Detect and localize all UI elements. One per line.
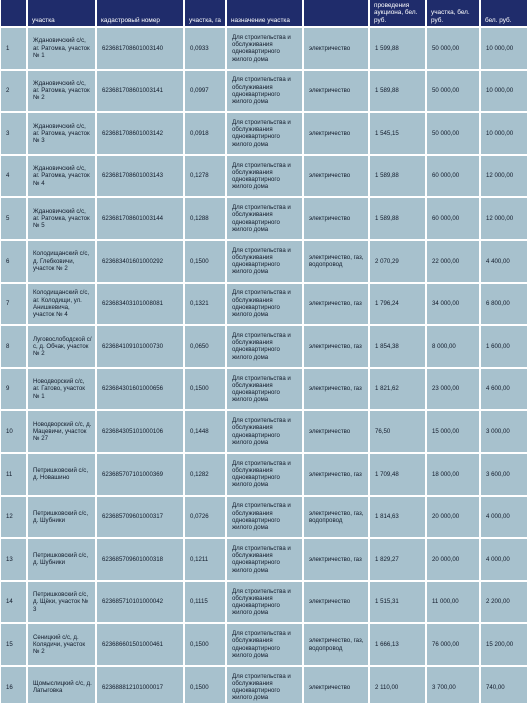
cell-auction-cost: 1 709,48 <box>370 454 425 495</box>
cell-lot-number: 1 <box>1 28 26 69</box>
cell-start-price: 76 000,00 <box>427 624 479 665</box>
cell-purpose: Для строительства и обслуживания одноквартирного жилого дома <box>227 624 302 665</box>
cell-cadastral-number: 623684305101000106 <box>97 411 183 452</box>
cell-cadastral-number: 623681708601003141 <box>97 71 183 112</box>
cell-area: 0,0997 <box>185 71 225 112</box>
cell-area: 0,1288 <box>185 198 225 239</box>
cell-area: 0,1321 <box>185 284 225 325</box>
cell-deposit: 10 000,00 <box>481 113 527 154</box>
cell-area: 0,1282 <box>185 454 225 495</box>
cell-start-price: 50 000,00 <box>427 113 479 154</box>
cell-lot-number: 9 <box>1 369 26 410</box>
header-row <box>1 0 527 26</box>
cell-start-price: 20 000,00 <box>427 497 479 538</box>
header-auction-cost: проведения аукциона, бел. руб. <box>370 0 425 26</box>
cell-address: Ждановичский с/с, аг. Ратомка, участок № 5 <box>28 198 95 239</box>
cell-engineering: электричество <box>304 28 368 69</box>
header-lot-number <box>1 0 26 26</box>
cell-address: Петришковский с/с, д. Шубники <box>28 539 95 580</box>
cell-start-price: 50 000,00 <box>427 71 479 112</box>
cell-cadastral-number: 623686601501000461 <box>97 624 183 665</box>
header-area: участка, га <box>185 0 225 26</box>
cell-purpose: Для строительства и обслуживания одноквартирного жилого дома <box>227 582 302 623</box>
cell-lot-number: 14 <box>1 582 26 623</box>
cell-deposit: 2 200,00 <box>481 582 527 623</box>
header-cadastral-number: кадастровый номер <box>97 0 183 26</box>
cell-start-price: 11 000,00 <box>427 582 479 623</box>
cell-cadastral-number: 623685709601000318 <box>97 539 183 580</box>
cell-purpose: Для строительства и обслуживания одноквартирного жилого дома <box>227 156 302 197</box>
cell-lot-number: 12 <box>1 497 26 538</box>
cell-area: 0,1448 <box>185 411 225 452</box>
cell-deposit: 4 000,00 <box>481 539 527 580</box>
cell-auction-cost: 1 589,88 <box>370 71 425 112</box>
cell-purpose: Для строительства и обслуживания одноквартирного жилого дома <box>227 326 302 367</box>
cell-auction-cost: 1 666,13 <box>370 624 425 665</box>
cell-engineering: электричество <box>304 71 368 112</box>
cell-address: Ждановичский с/с, аг. Ратомка, участок № 3 <box>28 113 95 154</box>
cell-auction-cost: 2 110,00 <box>370 667 425 703</box>
cell-address: Луговослободской с/с, д. Обчак, участок № 2 <box>28 326 95 367</box>
cell-address: Колодищанский с/с, аг. Колодищи, ул. Анишкевича, участок № 4 <box>28 284 95 325</box>
cell-deposit: 12 000,00 <box>481 198 527 239</box>
table-row <box>1 284 527 325</box>
cell-address: Новодворский с/с, аг. Гатово, участок № 1 <box>28 369 95 410</box>
cell-engineering: электричество, газ <box>304 369 368 410</box>
header-start-price: участка, бел. руб. <box>427 0 479 26</box>
cell-cadastral-number: 623688812101000017 <box>97 667 183 703</box>
cell-lot-number: 2 <box>1 71 26 112</box>
cell-start-price: 23 000,00 <box>427 369 479 410</box>
cell-start-price: 60 000,00 <box>427 198 479 239</box>
cell-deposit: 10 000,00 <box>481 28 527 69</box>
cell-deposit: 6 800,00 <box>481 284 527 325</box>
table-row <box>1 539 527 580</box>
cell-engineering: электричество, газ <box>304 284 368 325</box>
table-row <box>1 411 527 452</box>
cell-cadastral-number: 623685710101000042 <box>97 582 183 623</box>
table-row <box>1 241 527 282</box>
cell-start-price: 60 000,00 <box>427 156 479 197</box>
cell-auction-cost: 1 821,62 <box>370 369 425 410</box>
cell-engineering: электричество, газ <box>304 326 368 367</box>
table-row <box>1 369 527 410</box>
cell-lot-number: 7 <box>1 284 26 325</box>
cell-start-price: 15 000,00 <box>427 411 479 452</box>
cell-start-price: 20 000,00 <box>427 539 479 580</box>
cell-purpose: Для строительства и обслуживания одноквартирного жилого дома <box>227 284 302 325</box>
cell-engineering: электричество, газ, водопровод <box>304 624 368 665</box>
cell-deposit: 10 000,00 <box>481 71 527 112</box>
table-header <box>1 0 527 26</box>
cell-deposit: 4 400,00 <box>481 241 527 282</box>
table-row <box>1 326 527 367</box>
cell-cadastral-number: 623683401601000292 <box>97 241 183 282</box>
cell-auction-cost: 1 589,88 <box>370 198 425 239</box>
cell-deposit: 740,00 <box>481 667 527 703</box>
table-row <box>1 454 527 495</box>
cell-purpose: Для строительства и обслуживания одноквартирного жилого дома <box>227 369 302 410</box>
table-row <box>1 28 527 69</box>
cell-area: 0,1500 <box>185 667 225 703</box>
cell-cadastral-number: 623685707101000369 <box>97 454 183 495</box>
cell-area: 0,0650 <box>185 326 225 367</box>
cell-purpose: Для строительства и обслуживания одноквартирного жилого дома <box>227 198 302 239</box>
cell-deposit: 4 600,00 <box>481 369 527 410</box>
cell-auction-cost: 76,50 <box>370 411 425 452</box>
cell-cadastral-number: 623684109101000730 <box>97 326 183 367</box>
cell-cadastral-number: 623681708601003140 <box>97 28 183 69</box>
cell-lot-number: 6 <box>1 241 26 282</box>
cell-address: Ждановичский с/с, аг. Ратомка, участок № 4 <box>28 156 95 197</box>
cell-auction-cost: 1 589,88 <box>370 156 425 197</box>
cell-start-price: 22 000,00 <box>427 241 479 282</box>
cell-lot-number: 15 <box>1 624 26 665</box>
cell-deposit: 3 000,00 <box>481 411 527 452</box>
cell-purpose: Для строительства и обслуживания одноквартирного жилого дома <box>227 539 302 580</box>
table-row <box>1 667 527 703</box>
table-row <box>1 71 527 112</box>
header-deposit: бел. руб. <box>481 0 527 26</box>
cell-deposit: 3 600,00 <box>481 454 527 495</box>
cell-purpose: Для строительства и обслуживания одноквартирного жилого дома <box>227 71 302 112</box>
cell-deposit: 4 000,00 <box>481 497 527 538</box>
cell-purpose: Для строительства и обслуживания одноквартирного жилого дома <box>227 28 302 69</box>
cell-address: Сеницкий с/с, д. Колядичи, участок № 2 <box>28 624 95 665</box>
cell-address: Колодищанский с/с, д. Глебковичи, участок № 2 <box>28 241 95 282</box>
cell-address: Ждановичский с/с, аг. Ратомка, участок № 1 <box>28 28 95 69</box>
cell-purpose: Для строительства и обслуживания одноквартирного жилого дома <box>227 241 302 282</box>
cell-address: Петришковский с/с, д. Новашино <box>28 454 95 495</box>
cell-engineering: электричество <box>304 156 368 197</box>
cell-cadastral-number: 623681708601003143 <box>97 156 183 197</box>
cell-start-price: 34 000,00 <box>427 284 479 325</box>
cell-deposit: 15 200,00 <box>481 624 527 665</box>
cell-cadastral-number: 623685709601000317 <box>97 497 183 538</box>
table-row <box>1 156 527 197</box>
header-purpose: назначение участка <box>227 0 302 26</box>
cell-area: 0,1500 <box>185 369 225 410</box>
cell-engineering: электричество, газ <box>304 454 368 495</box>
cell-lot-number: 5 <box>1 198 26 239</box>
cell-lot-number: 10 <box>1 411 26 452</box>
cell-purpose: Для строительства и обслуживания одноквартирного жилого дома <box>227 411 302 452</box>
cell-auction-cost: 1 829,27 <box>370 539 425 580</box>
cell-purpose: Для строительства и обслуживания одноквартирного жилого дома <box>227 113 302 154</box>
cell-area: 0,0918 <box>185 113 225 154</box>
cell-deposit: 12 000,00 <box>481 156 527 197</box>
cell-engineering: электричество <box>304 667 368 703</box>
cell-auction-cost: 1 599,88 <box>370 28 425 69</box>
cell-address: Петришковский с/с, д. Шубники <box>28 497 95 538</box>
cell-lot-number: 4 <box>1 156 26 197</box>
cell-engineering: электричество, газ <box>304 539 368 580</box>
cell-engineering: электричество <box>304 582 368 623</box>
table-row <box>1 624 527 665</box>
table-row <box>1 582 527 623</box>
cell-area: 0,1278 <box>185 156 225 197</box>
cell-start-price: 50 000,00 <box>427 28 479 69</box>
cell-area: 0,1500 <box>185 241 225 282</box>
cell-purpose: Для строительства и обслуживания одноквартирного жилого дома <box>227 497 302 538</box>
cell-auction-cost: 1 515,31 <box>370 582 425 623</box>
cell-address: Новодворский с/с, д. Мацевичи, участок № 27 <box>28 411 95 452</box>
cell-area: 0,0726 <box>185 497 225 538</box>
cell-lot-number: 3 <box>1 113 26 154</box>
cell-purpose: Для строительства и обслуживания одноквартирного жилого дома <box>227 454 302 495</box>
cell-engineering: электричество, газ, водопровод <box>304 241 368 282</box>
cell-area: 0,0933 <box>185 28 225 69</box>
header-address: участка <box>28 0 95 26</box>
cell-engineering: электричество <box>304 113 368 154</box>
cell-auction-cost: 2 070,29 <box>370 241 425 282</box>
cell-auction-cost: 1 545,15 <box>370 113 425 154</box>
cell-area: 0,1211 <box>185 539 225 580</box>
cell-start-price: 8 000,00 <box>427 326 479 367</box>
cell-address: Ждановичский с/с, аг. Ратомка, участок № 2 <box>28 71 95 112</box>
cell-lot-number: 8 <box>1 326 26 367</box>
cell-engineering: электричество, газ, водопровод <box>304 497 368 538</box>
cell-area: 0,1115 <box>185 582 225 623</box>
table-body <box>1 28 527 703</box>
cell-cadastral-number: 623681708601003142 <box>97 113 183 154</box>
cell-auction-cost: 1 796,24 <box>370 284 425 325</box>
cell-auction-cost: 1 854,38 <box>370 326 425 367</box>
cell-engineering: электричество <box>304 198 368 239</box>
cell-lot-number: 13 <box>1 539 26 580</box>
cell-lot-number: 11 <box>1 454 26 495</box>
cell-area: 0,1500 <box>185 624 225 665</box>
cell-start-price: 18 000,00 <box>427 454 479 495</box>
cell-purpose: Для строительства и обслуживания одноквартирного жилого дома <box>227 667 302 703</box>
header-engineering <box>304 0 368 26</box>
cell-start-price: 3 700,00 <box>427 667 479 703</box>
cell-cadastral-number: 623681708601003144 <box>97 198 183 239</box>
cell-lot-number: 16 <box>1 667 26 703</box>
table-row <box>1 497 527 538</box>
cell-address: Петришковский с/с, д. Щёки, участок № 3 <box>28 582 95 623</box>
cell-cadastral-number: 623683403101008081 <box>97 284 183 325</box>
cell-engineering: электричество <box>304 411 368 452</box>
table-row <box>1 198 527 239</box>
cell-deposit: 1 600,00 <box>481 326 527 367</box>
cell-address: Щомыслицкий с/с, д. Латыговка <box>28 667 95 703</box>
cell-auction-cost: 1 814,63 <box>370 497 425 538</box>
table-row <box>1 113 527 154</box>
cell-cadastral-number: 623684301601000656 <box>97 369 183 410</box>
